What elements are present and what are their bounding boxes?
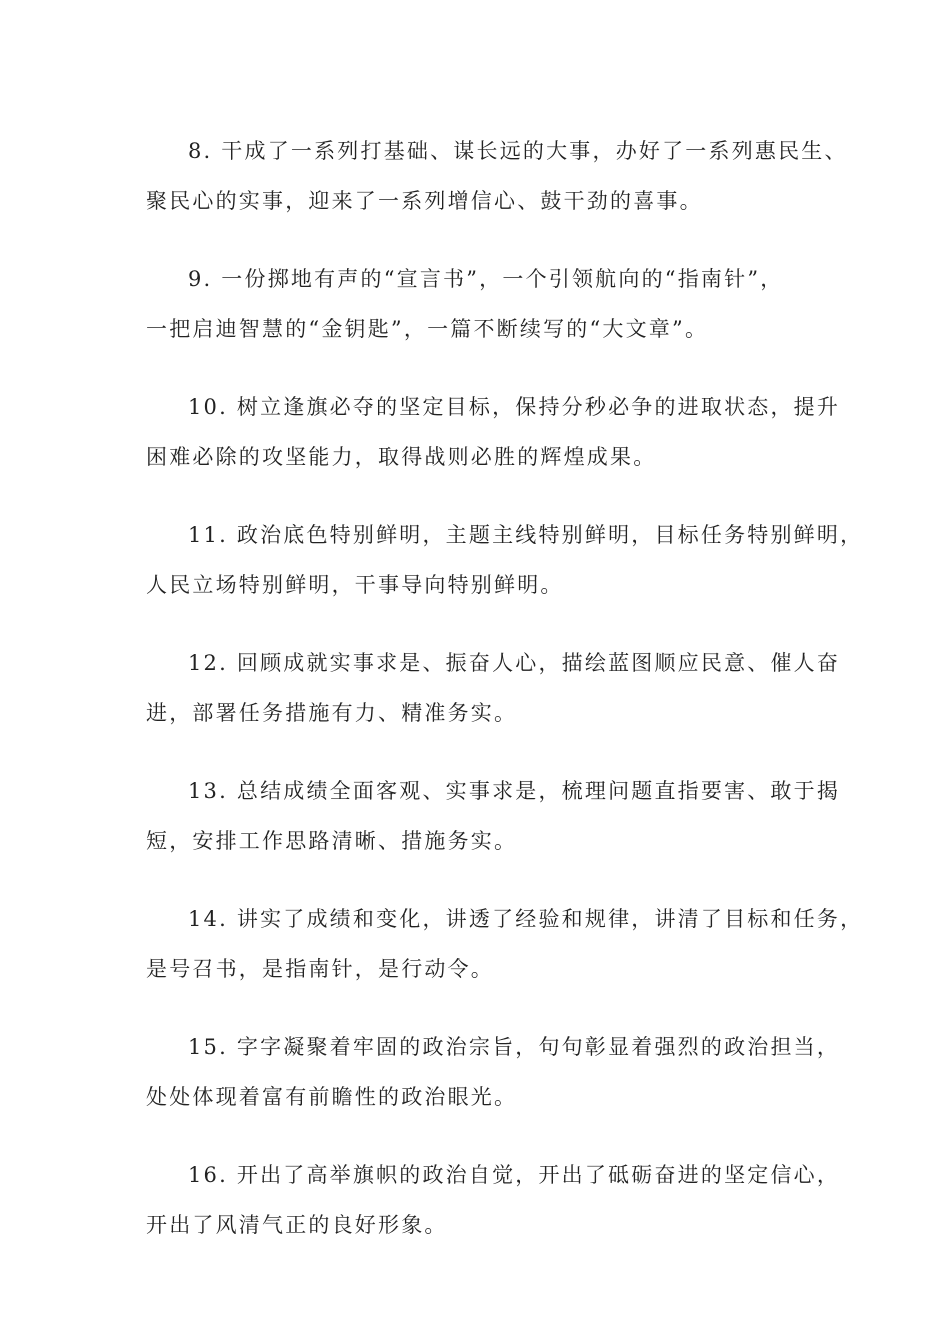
paragraph-9 [146, 254, 836, 354]
paragraph-line: 8. 干成了一系列打基础、谋长远的大事，办好了一系列惠民生、 [188, 139, 848, 163]
paragraph-line: 10. 树立逢旗必夺的坚定目标，保持分秒必争的进取状态，提升 [188, 395, 841, 419]
paragraph-line: 13. 总结成绩全面客观、实事求是，梳理问题直指要害、敢于揭 [188, 779, 841, 803]
paragraph-line: 困难必除的攻坚能力，取得战则必胜的辉煌成果。 [146, 445, 657, 469]
paragraph-16 [146, 1150, 841, 1250]
paragraph-line: 12. 回顾成就实事求是、振奋人心，描绘蓝图顺应民意、催人奋 [188, 651, 841, 675]
paragraph-8 [146, 126, 848, 226]
paragraph-line: 14. 讲实了成绩和变化，讲透了经验和规律，讲清了目标和任务， [188, 907, 864, 931]
paragraph-10 [146, 382, 841, 482]
document-body [146, 126, 864, 1278]
paragraph-line: 是号召书，是指南针，是行动令。 [146, 957, 494, 981]
paragraph-14 [146, 894, 864, 994]
paragraph-12 [146, 638, 841, 738]
paragraph-line: 16. 开出了高举旗帜的政治自觉，开出了砥砺奋进的坚定信心， [188, 1163, 841, 1187]
paragraph-line: 聚民心的实事，迎来了一系列增信心、鼓干劲的喜事。 [146, 189, 703, 213]
paragraph-11 [146, 510, 864, 610]
paragraph-line: 11. 政治底色特别鲜明，主题主线特别鲜明，目标任务特别鲜明， [188, 523, 864, 547]
paragraph-line: 开出了风清气正的良好形象。 [146, 1213, 448, 1237]
paragraph-13 [146, 766, 841, 866]
paragraph-line: 9. 一份掷地有声的“宣言书”，一个引领航向的“指南针”， [188, 267, 784, 291]
paragraph-line: 一把启迪智慧的“金钥匙”，一篇不断续写的“大文章”。 [146, 317, 709, 341]
paragraph-line: 人民立场特别鲜明，干事导向特别鲜明。 [146, 573, 564, 597]
paragraph-line: 15. 字字凝聚着牢固的政治宗旨，句句彰显着强烈的政治担当， [188, 1035, 841, 1059]
paragraph-line: 处处体现着富有前瞻性的政治眼光。 [146, 1085, 518, 1109]
paragraph-line: 进，部署任务措施有力、精准务实。 [146, 701, 518, 725]
paragraph-15 [146, 1022, 841, 1122]
paragraph-line: 短，安排工作思路清晰、措施务实。 [146, 829, 518, 853]
